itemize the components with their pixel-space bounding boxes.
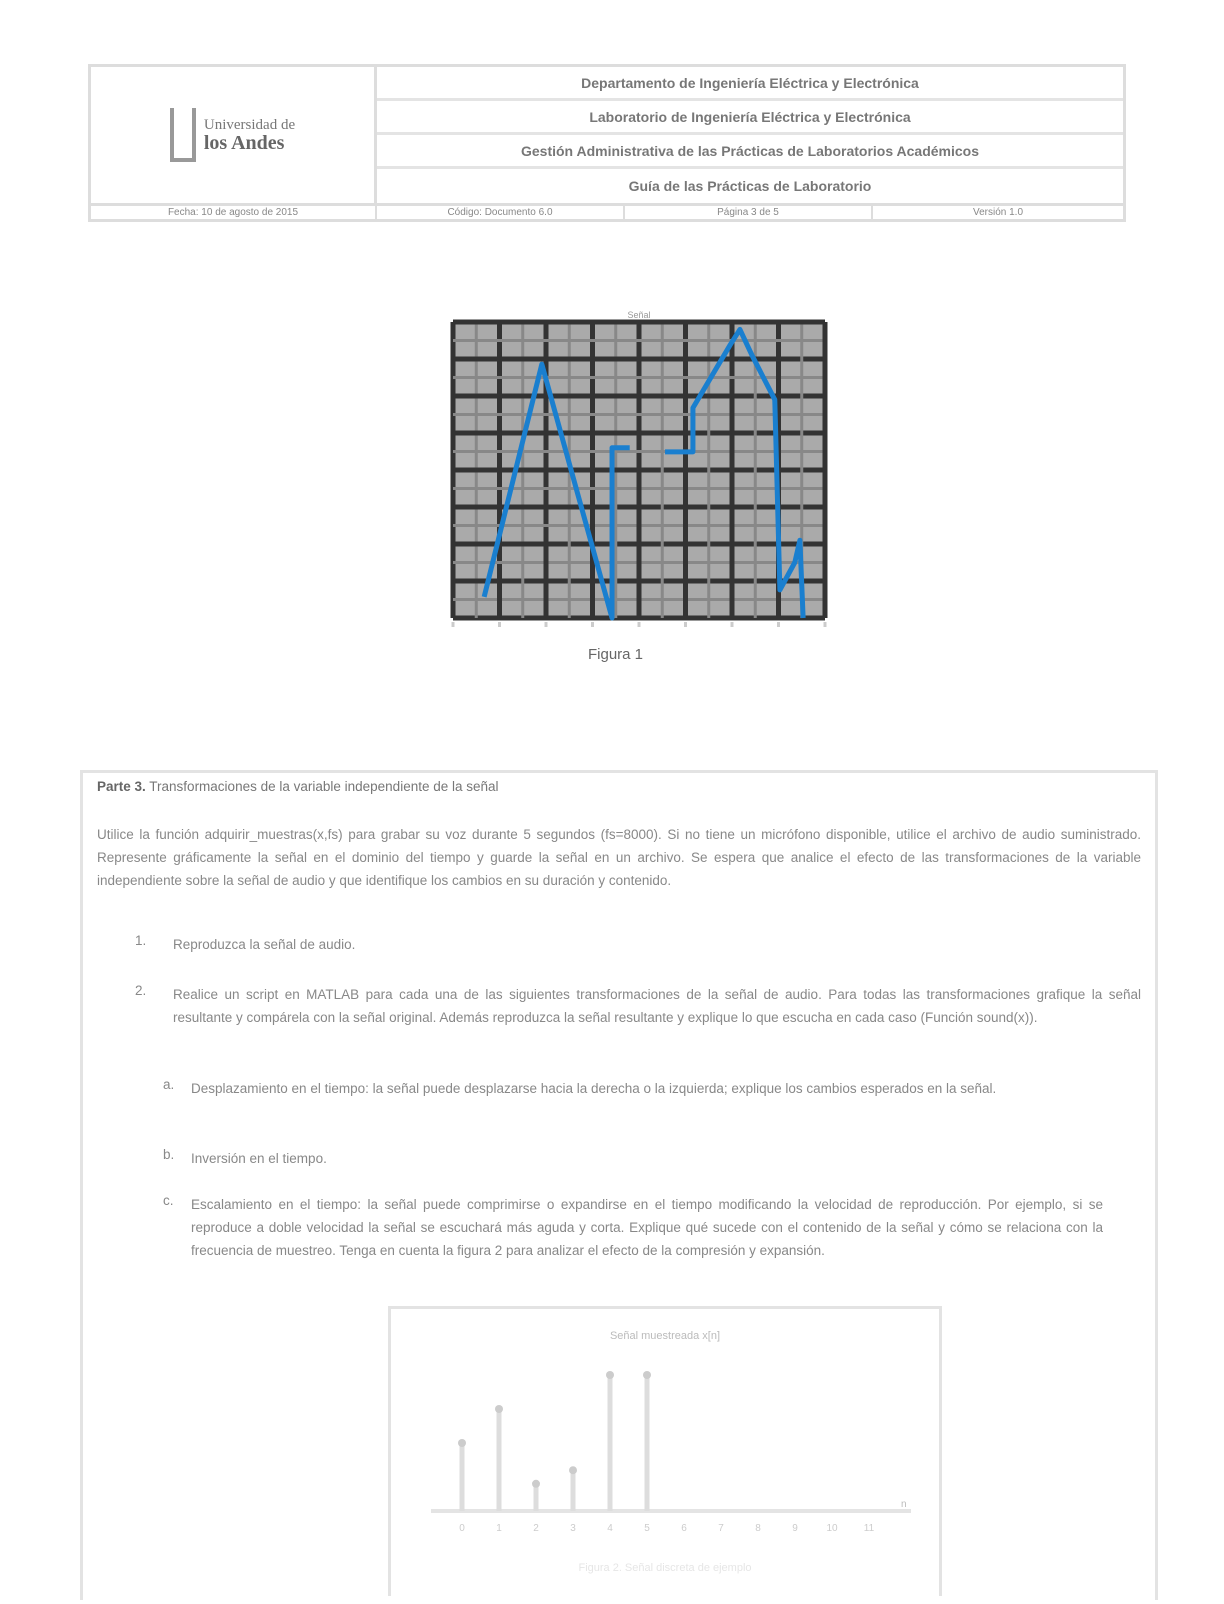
figure-2-frame	[388, 1306, 942, 1596]
x-tick-label: 6	[681, 1523, 687, 1534]
figure-2-caption: Figura 2. Señal discreta de ejemplo	[578, 1562, 752, 1574]
logo-line-2: los Andes	[203, 132, 285, 154]
stem-marker	[495, 1405, 503, 1413]
header-management: Gestión Administrativa de las Prácticas de Laboratorios Académicos	[377, 135, 1123, 169]
x-tick-label: 11	[863, 1523, 875, 1534]
x-axis-label: n	[901, 1499, 907, 1510]
x-tick-label: 4	[607, 1523, 613, 1534]
x-tick-label: 3	[570, 1523, 576, 1534]
stem-marker	[458, 1439, 466, 1447]
logo-mark-icon	[170, 108, 196, 162]
figure-1-caption: Figura 1	[588, 646, 644, 663]
document-header	[88, 64, 1126, 222]
header-code: Código: Documento 6.0	[377, 206, 625, 219]
plot-title: Señal	[627, 310, 651, 320]
x-tick-label: 1	[496, 1523, 502, 1534]
section-title: Parte 3. Transformaciones de la variable independiente de la señal	[97, 779, 499, 794]
x-tick-label: 2	[533, 1523, 539, 1534]
list-item: 1. Reproduzca la señal de audio.	[135, 933, 356, 952]
header-date: Fecha: 10 de agosto de 2015	[91, 206, 377, 219]
header-lab: Laboratorio de Ingeniería Eléctrica y Electrónica	[377, 101, 1123, 135]
stem-marker	[532, 1480, 540, 1488]
stem-marker	[643, 1371, 651, 1379]
stem-marker	[606, 1371, 614, 1379]
sub-list-item: b. Inversión en el tiempo.	[163, 1147, 327, 1166]
figure-2-plot	[391, 1309, 939, 1599]
x-tick-label: 9	[792, 1523, 798, 1534]
list-item: 2. Realice un script en MATLAB para cada una de las siguientes transformaciones de la señal de audio. Para todas las transformaciones grafique la señal resultante y compárela con la señal original. Además reproduzca la señal resultante y explique lo que escucha en cada caso (Función sound(x)).	[135, 983, 1141, 1025]
logo-line-1: Universidad de	[203, 117, 296, 133]
header-version: Versión 1.0	[972, 207, 1024, 218]
section-paragraph: Utilice la función adquirir_muestras(x,fs) para grabar su voz durante 5 segundos (fs=8000). Si no tiene un micrófono disponible, utilice el archivo de audio suministrado. Represente gráficamente la señal en el dominio del tiempo y guarde la señal en un archivo. Se espera que analice el efecto de las transformaciones de la variable independiente sobre la señal de audio y que identifique los cambios en su duración y contenido.	[97, 827, 1141, 888]
x-tick-label: 5	[644, 1523, 650, 1534]
sub-list-item: c. Escalamiento en el tiempo: la señal puede comprimirse o expandirse en el tiempo modificando la velocidad de reproducción. Por ejemplo, si se reproduce a doble velocidad la señal se escuchará más aguda y corta. Explique qué sucede con el contenido de la señal y cómo se relaciona con la frecuencia de muestreo. Tenga en cuenta la figura 2 para analizar el efecto de la compresión y expansión.	[163, 1193, 1103, 1258]
header-guide: Guía de las Prácticas de Laboratorio	[628, 178, 872, 194]
sub-list-item: a. Desplazamiento en el tiempo: la señal puede desplazarse hacia la derecha o la izquierda; explique los cambios esperados en la señal.	[163, 1077, 997, 1096]
header-page: Página 3 de 5	[625, 206, 873, 219]
stem-marker	[569, 1466, 577, 1474]
university-logo	[91, 67, 377, 203]
figure-1-plot	[420, 300, 840, 640]
plot-title: Señal muestreada x[n]	[609, 1330, 721, 1342]
header-department: Departamento de Ingeniería Eléctrica y Electrónica	[377, 67, 1123, 101]
x-tick-label: 8	[755, 1523, 761, 1534]
x-tick-label: 7	[718, 1523, 724, 1534]
x-tick-label: 0	[459, 1523, 465, 1534]
x-tick-label: 10	[826, 1523, 838, 1534]
